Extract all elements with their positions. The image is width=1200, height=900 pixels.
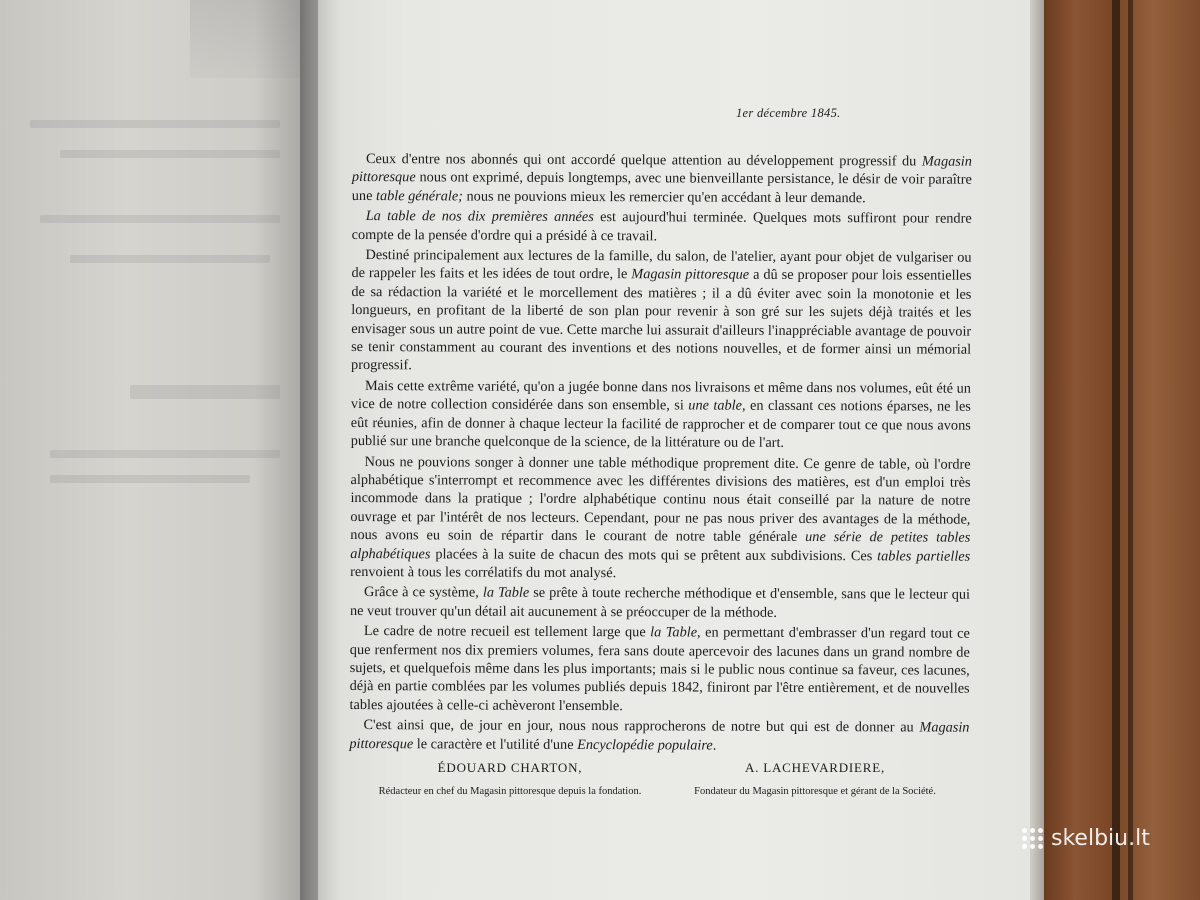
text-run: Nous ne pouvions songer à donner une table méthodique proprement dite. Ce genre de table, où l'ordre alphabétique s'interrompt et recommence avec les différentes divisions des matières, est d'un emploi très incommode dans la pratique ; l'ordre alphabétique continu nous était conseillé par la nature de notre ouvrage et par l'intérêt de nos lecteurs. Cependant, pour ne pas nous priver des avantages de la méthode, nous avons eu soin de répartir dans le courant de notre table générale bbox=[350, 453, 971, 546]
paragraph bbox=[352, 207, 972, 247]
text-run: renvoient à tous les corrélatifs du mot analysé. bbox=[350, 563, 617, 582]
italic-run: table générale; bbox=[375, 187, 464, 205]
text-run: Destiné principalement aux lectures de la famille, du salon, de l'atelier, ayant pour objet de vulgariser ou de rappeler les faits et les idées de tout ordre, le bbox=[351, 247, 972, 283]
text-run: , en permettant d'embrasser d'un regard tout ce que renferment nos dix premiers volumes, fera sans doute apercevoir des lacunes dans un grand nombre de sujets, et quelquefois même dans les plus importants; mais si le public nous continue sa faveur, ces lacunes, déjà en partie comblées par les volumes publiés depuis 1842, finiront par l'être entièrement, et de nouvelles tables ajoutées à celle-ci achèveront l'ensemble. bbox=[349, 624, 970, 714]
page-edges bbox=[1030, 0, 1044, 900]
watermark-dots-icon bbox=[1022, 828, 1043, 849]
text-run: . bbox=[712, 737, 717, 754]
book-cover bbox=[1044, 0, 1200, 900]
bleed-through-line bbox=[130, 385, 280, 399]
signature-left-role: Rédacteur en chef du Magasin pittoresque depuis la fondation. bbox=[378, 786, 642, 797]
italic-run: une table bbox=[688, 397, 743, 414]
italic-run: la Table bbox=[482, 584, 530, 602]
text-run: Mais cette extrême variété, qu'on a jugée bonne dans nos livraisons et même dans nos volumes, eût été un vice de notre collection considérée dans son ensemble, si bbox=[350, 377, 971, 414]
bleed-through-line bbox=[70, 255, 270, 263]
date-line: 1er décembre 1845. bbox=[736, 106, 841, 120]
bleed-through-title bbox=[190, 0, 300, 78]
bleed-through-line bbox=[30, 120, 280, 128]
signature-left-name: ÉDOUARD CHARTON, bbox=[437, 760, 583, 775]
cover-dark-band bbox=[1128, 0, 1133, 900]
text-run: se prête à toute recherche méthodique et d'ensemble, sans que le lecteur qui ne veut trouver qu'un détail ait aucunement à se préoccuper de la méthode. bbox=[349, 585, 971, 621]
text-run: nous ne pouvions mieux les remercier qu'en accédant à leur demande. bbox=[462, 188, 866, 207]
bleed-through-line bbox=[50, 475, 250, 483]
italic-run: Magasin pittoresque bbox=[631, 266, 750, 284]
text-run: Grâce à ce système, bbox=[364, 584, 483, 601]
cover-dark-band bbox=[1112, 0, 1120, 900]
italic-run: Encyclopédie populaire bbox=[577, 736, 713, 754]
signature-right bbox=[670, 760, 960, 797]
italic-run: tables partielles bbox=[877, 547, 971, 565]
paragraph bbox=[350, 622, 970, 717]
text-run: Le cadre de notre recueil est tellement large que bbox=[363, 623, 651, 641]
text-run: , en classant ces notions éparses, ne les eût réunies, afin de donner à chaque lecteur la facilité de rapprocher et de comparer tout ce que nous avons publié sur une branche quelconque de la science, de la littérature ou de l'art. bbox=[350, 397, 971, 451]
text-run: est aujourd'hui terminée. Quelques mots suffiront pour rendre compte de la pensée d'ordre qui a présidé à ce travail. bbox=[351, 209, 972, 244]
signature-right-name: A. LACHEVARDIERE, bbox=[744, 760, 886, 775]
paragraph bbox=[350, 452, 971, 584]
paragraph bbox=[350, 583, 970, 623]
preface-text bbox=[349, 150, 972, 758]
text-run: Ceux d'entre nos abonnés qui ont accordé quelque attention au développement progressif du bbox=[365, 151, 922, 170]
watermark-text: skelbiu.lt bbox=[1051, 826, 1150, 851]
paragraph bbox=[351, 246, 972, 378]
paragraph bbox=[349, 716, 969, 756]
left-facing-page bbox=[0, 0, 318, 900]
paragraph bbox=[351, 377, 971, 453]
text-run: a dû se proposer pour lois essentielles de sa rédaction la variété et le morcellement des matières ; il a dû éviter avec soin la monotonie et les longueurs, en profitant de la liberté de son plan pour revenir à son gré sur les sujets déjà traités et les envisager sous un autre point de vue. Cette marche lui assurait d'ailleurs l'inappréciable avantage de pouvoir se tenir constamment au courant des inventions et des notions nouvelles, et de former ainsi un mémorial progressif. bbox=[351, 267, 972, 374]
text-run: le caractère et l'utilité d'une bbox=[413, 735, 578, 753]
bleed-through-line bbox=[50, 450, 280, 458]
italic-run: Magasin pittoresque bbox=[349, 719, 970, 752]
italic-run: Magasin pittoresque bbox=[351, 153, 972, 186]
signature-right-role: Fondateur du Magasin pittoresque et gérant de la Société. bbox=[694, 786, 936, 797]
text-run: placées à la suite de chacun des mots qui se prêtent aux subdivisions. Ces bbox=[430, 545, 878, 564]
text-run: C'est ainsi que, de jour en jour, nous nous rapprocherons de notre but qui est de donner au bbox=[363, 717, 920, 736]
book-gutter-shadow bbox=[300, 0, 340, 900]
signature-left bbox=[360, 760, 660, 797]
text-run: nous ont exprimé, depuis longtemps, avec une bienveillante persistance, le désir de voir paraître une bbox=[351, 169, 972, 204]
paragraph bbox=[352, 150, 972, 208]
bleed-through-line bbox=[60, 150, 280, 158]
italic-run: La table de nos dix premières années bbox=[365, 208, 594, 226]
italic-run: une série de petites tables alphabétiques bbox=[350, 529, 971, 562]
watermark bbox=[1022, 826, 1150, 851]
bleed-through-line bbox=[40, 215, 280, 223]
italic-run: la Table bbox=[650, 624, 698, 641]
